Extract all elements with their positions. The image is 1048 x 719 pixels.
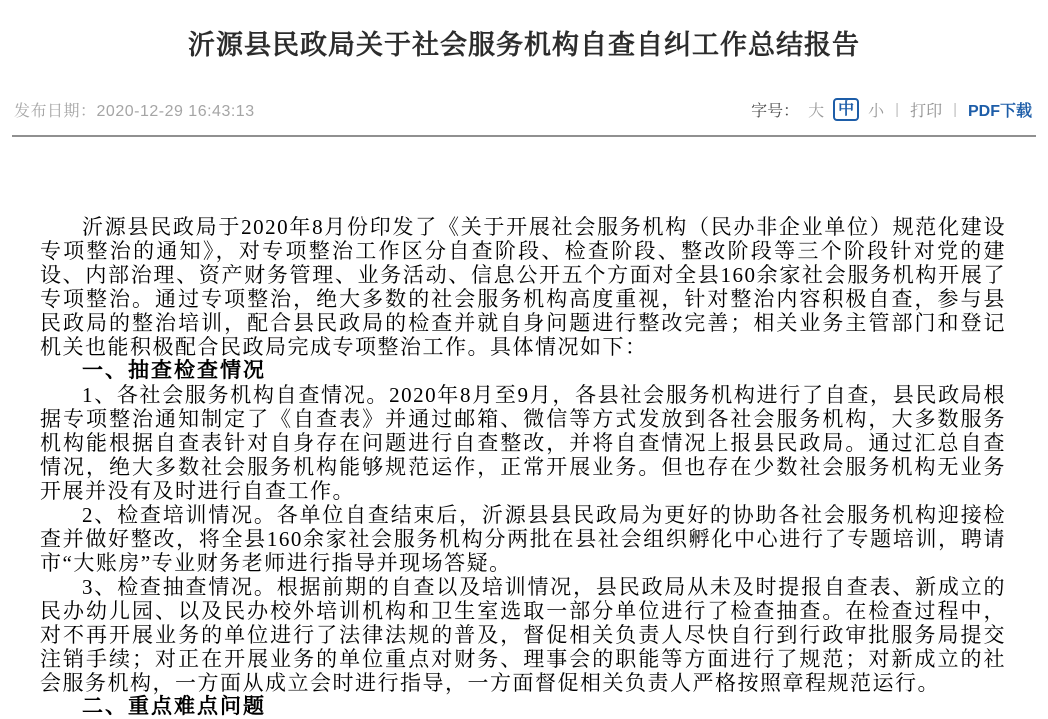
fontsize-medium-button[interactable]: 中 xyxy=(833,98,859,121)
publish-date xyxy=(14,98,255,121)
article-paragraph: 3、检查抽查情况。根据前期的自查以及培训情况，县民政局从未及时提报自查表、新成立的民办幼儿园、以及民办校外培训机构和卫生室选取一部分单位进行了检查抽查。在检查过程中，对不再开展业务的单位进行了法律法规的普及，督促相关负责人尽快自行到行政审批服务局提交注销手续；对正在开展业务的单位重点对财务、理事会的职能等方面进行了规范；对新成立的社会服务机构，一方面从成立会时进行指导，一方面督促相关负责人严格按照章程规范运行。 xyxy=(40,575,1006,695)
fontsize-large-button[interactable]: 大 xyxy=(808,102,825,120)
print-button[interactable]: 打印 xyxy=(910,102,943,120)
publish-date-value: 2020-12-29 16:43:13 xyxy=(96,102,255,120)
article-paragraph: 2、检查培训情况。各单位自查结束后，沂源县县民政局为更好的协助各社会服务机构迎接检查并做好整改，将全县160余家社会服务机构分两批在县社会组织孵化中心进行了专题培训，聘请市“大账房”专业财务老师进行指导并现场答疑。 xyxy=(40,503,1006,575)
toolbar-divider: | xyxy=(895,100,900,118)
pdf-download-link[interactable]: PDF下载 xyxy=(967,102,1032,120)
article-header xyxy=(0,0,1048,137)
fontsize-small-button[interactable]: 小 xyxy=(868,102,885,120)
article-section-heading: 一、抽查检查情况 xyxy=(82,359,266,382)
article-paragraph: 沂源县民政局于2020年8月份印发了《关于开展社会服务机构（民办非企业单位）规范化建设专项整治的通知》，对专项整治工作区分自查阶段、检查阶段、整改阶段等三个阶段针对党的建设、内部治理、资产财务管理、业务活动、信息公开五个方面对全县160余家社会服务机构开展了专项整治。通过专项整治，绝大多数的社会服务机构高度重视，针对整治内容积极自查，参与县民政局的整治培训，配合县民政局的检查并就自身问题进行整改完善；相关业务主管部门和登记机关也能积极配合民政局完成专项整治工作。具体情况如下： xyxy=(40,215,1006,359)
header-divider-line xyxy=(12,135,1036,137)
article-section-heading: 二、重点难点问题 xyxy=(82,695,266,718)
toolbar-divider: | xyxy=(953,100,957,118)
fontsize-label: 字号： xyxy=(751,102,800,120)
article-paragraph: 1、各社会服务机构自查情况。2020年8月至9月，各县社会服务机构进行了自查，县民政局根据专项整治通知制定了《自查表》并通过邮箱、微信等方式发放到各社会服务机构，大多数服务机构能根据自查表针对自身存在问题进行自查整改，并将自查情况上报县民政局。通过汇总自查情况，绝大多数社会服务机构能够规范运作，正常开展业务。但也存在少数社会服务机构无业务开展并没有及时进行自查工作。 xyxy=(40,383,1006,503)
article-body xyxy=(0,215,1048,719)
meta-row xyxy=(0,96,1048,122)
article-toolbar xyxy=(751,98,1032,121)
publish-date-label: 发布日期： xyxy=(14,102,97,120)
page-title: 沂源县民政局关于社会服务机构自查自纠工作总结报告 xyxy=(188,30,860,60)
